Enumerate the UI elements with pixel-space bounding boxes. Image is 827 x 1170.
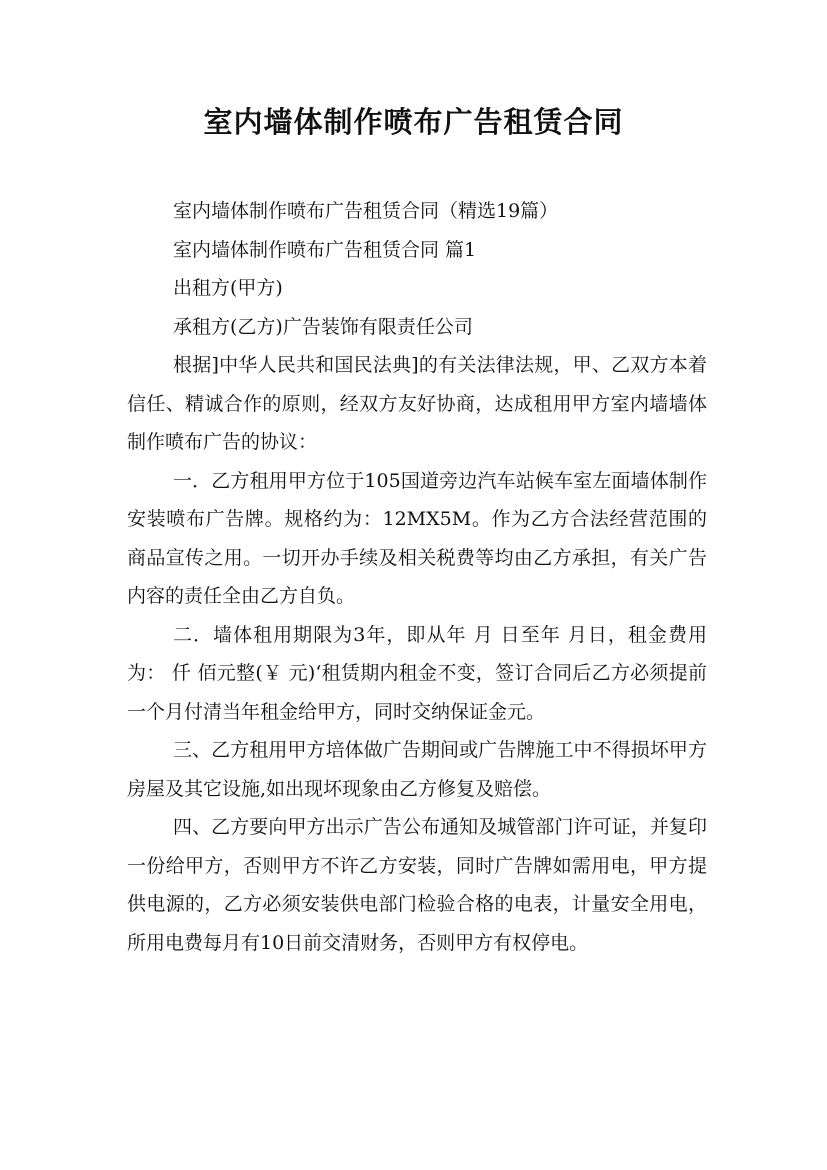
paragraph-clause-3: 三、乙方租用甲方培体做广告期间或广告牌施工中不得损坏甲方房屋及其它设施,如出现坏现象由乙方修复及赔偿。	[127, 739, 707, 800]
paragraph-lessee: 承租方(乙方)广告装饰有限责任公司	[173, 315, 473, 338]
paragraph-preamble: 根据]中华人民共和国民法典]的有关法律法规，甲、乙双方本着信任、精诚合作的原则，经双方友好协商，达成租用甲方室内墙墙体制作喷布广告的协议：	[127, 354, 707, 453]
paragraph-heading: 室内墙体制作喷布广告租赁合同（精选19篇）	[173, 200, 559, 222]
paragraph-clause-4: 四、乙方要向甲方出示广告公布通知及城管部门许可证，并复印一份给甲方，否则甲方不许乙方安装，同时广告牌如需用电，甲方提供电源的，乙方必须安装供电部门检验合格的电表，计量安全用电，所用电费每月有10日前交清财务，否则甲方有权停电。	[127, 816, 707, 954]
paragraph-clause-1: 一．乙方租用甲方位于105国道旁边汽车站候车室左面墙体制作安装喷布广告牌。规格约为：12MX5M。作为乙方合法经营范围的商品宣传之用。一切开办手续及相关税费等均由乙方承担，有关广告内容的责任全由乙方自负。	[127, 469, 707, 607]
document-body	[127, 192, 707, 962]
paragraph-clause-2: 二．墙体租用期限为3年，即从年 月 日至年 月日，租金费用为： 仟 佰元整(￥ 元)‘租赁期内租金不变，签订合同后乙方必须提前一个月付清当年租金给甲方，同时交纳保证金元。	[127, 623, 707, 723]
paragraph-section-title: 室内墙体制作喷布广告租赁合同 篇1	[173, 238, 477, 261]
document-title: 室内墙体制作喷布广告租赁合同	[203, 105, 624, 139]
paragraph-lessor: 出租方(甲方)	[173, 277, 283, 299]
